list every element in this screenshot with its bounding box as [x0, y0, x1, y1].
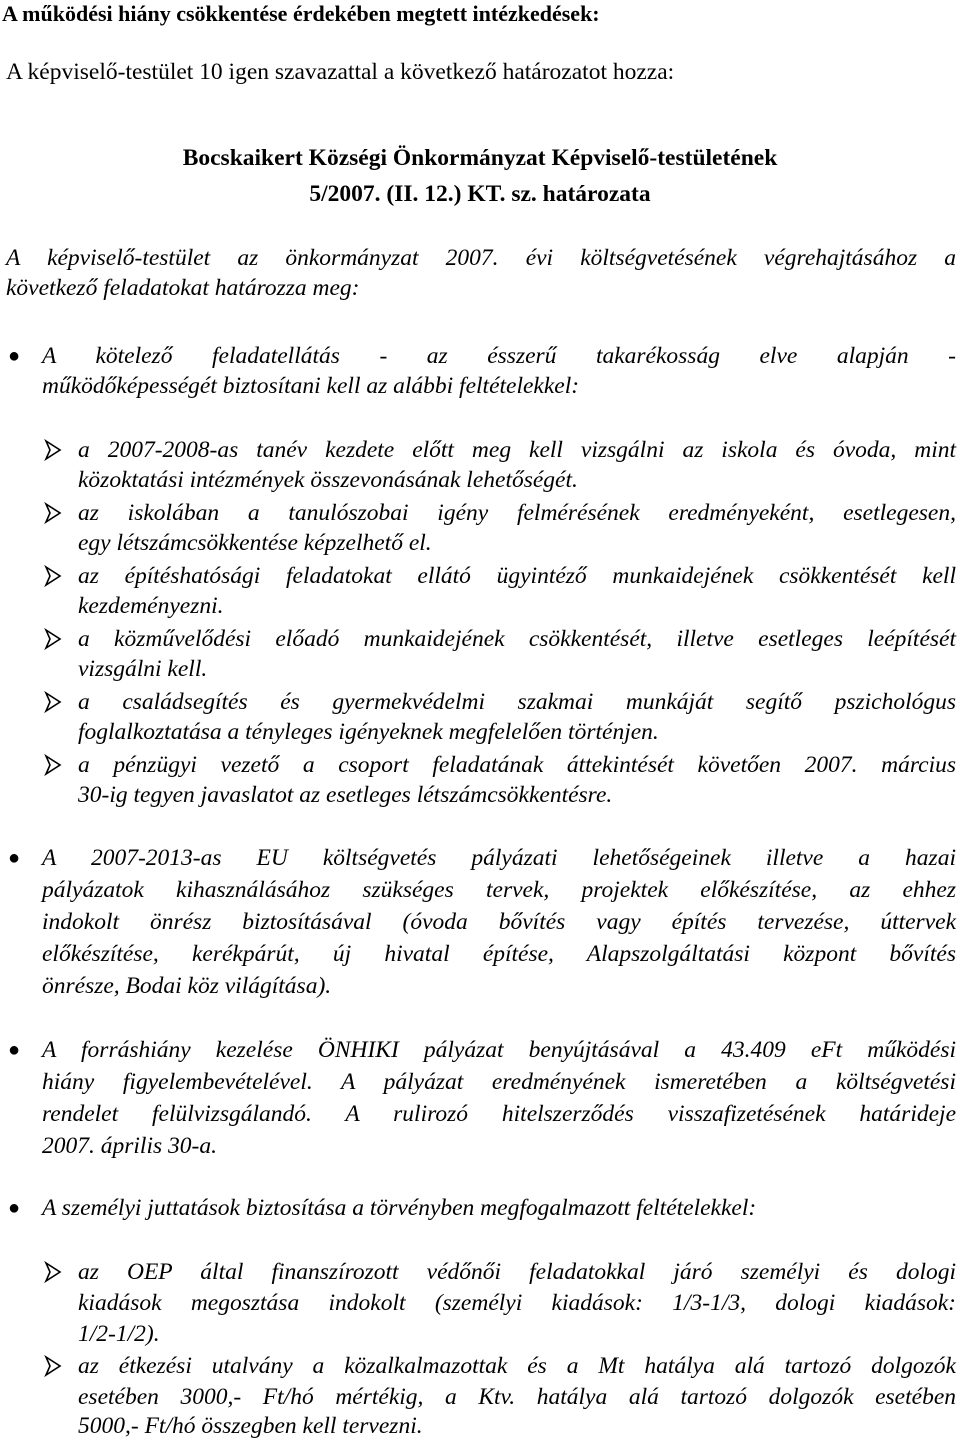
- bullet-dot: ●: [8, 1039, 21, 1061]
- bullet1-line2: működőképességét biztosítani kell az alábbi feltételekkel:: [42, 373, 580, 399]
- arrow-bullet-icon: [44, 560, 62, 592]
- subitem-line: kezdeményezni.: [78, 593, 224, 619]
- bullet-dot: ●: [8, 345, 21, 367]
- subitem-line: esetében 3000,- Ft/hó mértékig, a Ktv. hatálya alá tartozó dolgozók esetében: [78, 1384, 956, 1410]
- subitem-line: a 2007-2008-as tanév kezdete előtt meg kell vizsgálni az iskola és óvoda, mint: [78, 437, 956, 463]
- subitem-line: 30-ig tegyen javaslatot az esetleges létszámcsökkentésre.: [78, 782, 613, 808]
- subitem-line: vizsgálni kell.: [78, 656, 208, 682]
- bullet4-line1: A személyi juttatások biztosítása a törvényben megfogalmazott feltételekkel:: [42, 1195, 757, 1221]
- subitem-line: 1/2-1/2).: [78, 1321, 160, 1347]
- subitem-line: a pénzügyi vezető a csoport feladatának áttekintését követően 2007. március: [78, 752, 956, 778]
- vote-statement: A képviselő-testület 10 igen szavazattal a következő határozatot hozza:: [6, 59, 675, 85]
- subitem-line: egy létszámcsökkentése képzelhető el.: [78, 530, 432, 556]
- subitem-line: foglalkoztatása a tényleges igényeknek megfelelően történjen.: [78, 719, 659, 745]
- resolution-title-line2: 5/2007. (II. 12.) KT. sz. határozata: [309, 181, 651, 207]
- arrow-bullet-icon: [44, 1256, 62, 1288]
- bullet3-line2: hiány figyelembevételével. A pályázat eredményének ismeretében a költségvetési: [42, 1069, 956, 1095]
- bullet2-line4: előkészítése, kerékpárút, új hivatal építése, Alapszolgáltatási központ bővítés: [42, 941, 956, 967]
- bullet-dot: ●: [8, 847, 21, 869]
- resolution-title-line1: Bocskaikert Községi Önkormányzat Képviselő-testületének: [182, 145, 778, 171]
- subitem-line: a családsegítés és gyermekvédelmi szakmai munkáját segítő pszichológus: [78, 689, 956, 715]
- bullet3-line4: 2007. április 30-a.: [42, 1133, 217, 1159]
- arrow-bullet-icon: [44, 749, 62, 781]
- arrow-bullet-icon: [44, 623, 62, 655]
- bullet-dot: ●: [8, 1197, 21, 1219]
- intro-line1: A képviselő-testület az önkormányzat 2007. évi költségvetésének végrehajtásához a: [6, 245, 956, 271]
- arrow-bullet-icon: [44, 686, 62, 718]
- subitem-line: az étkezési utalvány a közalkalmazottak és a Mt hatálya alá tartozó dolgozók: [78, 1353, 956, 1379]
- bullet2-line2: pályázatok kihasználásához szükséges tervek, projektek előkészítése, az ehhez: [42, 877, 956, 903]
- arrow-bullet-icon: [44, 1350, 62, 1382]
- arrow-bullet-icon: [44, 497, 62, 529]
- bullet1-line1: A kötelező feladatellátás - az ésszerű takarékosság elve alapján -: [42, 343, 956, 369]
- subitem-line: kiadások megosztása indokolt (személyi kiadások: 1/3-1/3, dologi kiadások:: [78, 1290, 956, 1316]
- bullet3-line3: rendelet felülvizsgálandó. A rulirozó hitelszerződés visszafizetésének határideje: [42, 1101, 956, 1127]
- bullet2-line5: önrésze, Bodai köz világítása).: [42, 973, 332, 999]
- bullet2-line1: A 2007-2013-as EU költségvetés pályázati lehetőségeinek illetve a hazai: [42, 845, 956, 871]
- arrow-bullet-icon: [44, 434, 62, 466]
- intro-line2: következő feladatokat határozza meg:: [6, 275, 360, 301]
- subitem-line: az építéshatósági feladatokat ellátó ügyintéző munkaidejének csökkentését kell: [78, 563, 956, 589]
- subitem-line: az OEP által finanszírozott védőnői feladatokkal járó személyi és dologi: [78, 1259, 956, 1285]
- subitem-line: az iskolában a tanulószobai igény felmérésének eredményeként, esetlegesen,: [78, 500, 956, 526]
- bullet3-line1: A forráshiány kezelése ÖNHIKI pályázat benyújtásával a 43.409 eFt működési: [42, 1037, 956, 1063]
- subitem-line: közoktatási intézmények összevonásának lehetőségét.: [78, 467, 578, 493]
- subitem-line: a közművelődési előadó munkaidejének csökkentését, illetve esetleges leépítését: [78, 626, 956, 652]
- section-heading: A működési hiány csökkentése érdekében megtett intézkedések:: [2, 1, 600, 26]
- bullet2-line3: indokolt önrész biztosításával (óvoda bővítés vagy építés tervezése, úttervek: [42, 909, 956, 935]
- subitem-line: 5000,- Ft/hó összegben kell tervezni.: [78, 1413, 423, 1439]
